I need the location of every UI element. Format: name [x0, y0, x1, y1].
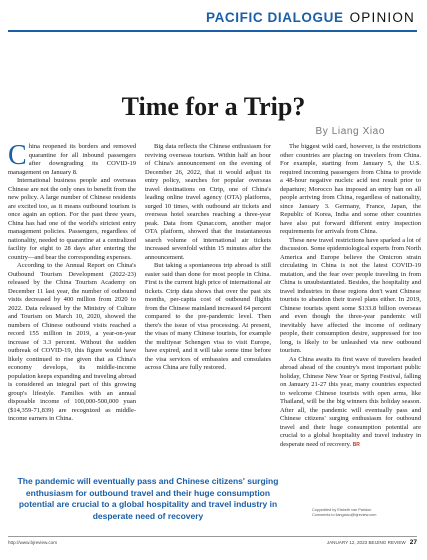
paragraph: According to the Annual Report on China's Outbound Tourism Development (2022-23) released by the China Tourism Academy on December 11 last year, the number of outbound visits decreased by 400 million from 2020 to 2022. Data released by the Ministry of Culture and Tourism on March 10, 2020, showed the numbers of Chinese outbound visits reached a record 155 million in 2019, a year-on-year increase of 3.3 percent. Without the sudden outbreak of COVID-19, this figure would have likely continued to rise given that as China's economy develops, its middle-income population keeps expanding and traveling abroad is considered an integral part of this growing group's lifestyle. Families with an annual disposable income of 100,000-500,000 yuan ($14,359-71,839) are recognized as middle-income earners in China. [8, 262, 136, 422]
footer-url[interactable]: http://www.bjreview.com [8, 540, 58, 545]
article-body [8, 140, 423, 473]
footer-issue [327, 539, 417, 546]
header-label [206, 10, 415, 25]
page-header [0, 10, 427, 32]
column-2 [145, 143, 271, 373]
paragraph: But taking a spontaneous trip abroad is still easier said than done for most people in China. First is the current high price of international air tickets. Ctrip data shows that over the past six months, per-capita cost of outbound flights from the Chinese mainland increased 64 percent compared to the pre-pandemic level. Then there's the issue of visa processing. At present, the visas of many Chinese tourists, for example the multiyear Schengen visa to visit Europe, have expired, and it will take some time before the visa services of embassies and consulates across China are fully restored. [145, 262, 271, 371]
header-rule [8, 30, 417, 32]
article-title: Time for a Trip? [121, 92, 306, 121]
category-name: OPINION [349, 10, 415, 25]
copyedit-line: Copyedited by Elsbeth van Paridon [312, 508, 372, 512]
pull-quote: The pandemic will eventually pass and Chinese citizens' surging enthusiasm for outbound travel and their huge consumption potential are crucial to a global hospitality and travel industry in desperate need of recovery [17, 476, 279, 521]
paragraph [280, 356, 421, 450]
section-name: PACIFIC DIALOGUE [205, 10, 344, 25]
paragraph-text: As China awaits its first wave of travelers headed abroad ahead of the country's most important public holiday, Chinese New Year or Spring Festival, falling on January 21-27 this year, many countries expected to welcome Chinese tourists with open arms, like Thailand, will be the big winners this holiday season. After all, the pandemic will eventually pass and Chinese citizens' surging enthusiasm for outbound travel and their huge consumption potential are crucial to a global hospitality and travel industry in desperate need of recovery. [280, 355, 421, 448]
byline: By Liang Xiao [315, 126, 385, 137]
paragraph: The biggest wild card, however, is the restrictions other countries are placing on travelers from China. For example, starting from January 5, the U.S. required incoming passengers from China to provide a 48-hour negative nucleic acid test result prior to departure; Morocco has imposed an entry ban on all people arriving from China, regardless of nationality, since January 3. Germany, France, Japan, the Republic of Korea, India and some other countries have also put forward different entry inspection requirements for arrivals from China. [280, 143, 421, 235]
end-mark: BR [352, 441, 360, 448]
drop-cap: C [8, 140, 27, 171]
paragraph [8, 140, 136, 177]
copyright-note [312, 508, 376, 518]
comments-line: Comments to liangxiao@bjreview.com [312, 513, 377, 517]
paragraph: International business people and overseas Chinese are not the only ones to benefit from the new policy. A large number of Chinese residents are excited too, as it means outbound tourism is once again an option. For the past three years, China has had one of the world's strictest entry management policies. Passengers, regardless of nationality, needed to quarantine at a centralized facility for eight to 28 days after entering the country—and bear the corresponding expenses. [8, 177, 136, 261]
column-1 [8, 140, 136, 424]
paragraph: These new travel restrictions have sparked a lot of discussion. Some epidemiological experts from North America and Europe believe the Omicron strain circulating in China is not the latest COVID-19 mutation, and the fear over people traveling in from China is unsubstantiated. Besides, the hospitality and travel industries in these regions don't want Chinese tourists to abandon their travel plans either. In 2019, Chinese tourists spent some $133.8 billion overseas and even though the three-year pandemic will inevitably have affected the income of ordinary people, their consumption desire, suppressed for too long, is likely to be unleashed via new outbound tourism. [280, 236, 421, 354]
footer-rule [8, 536, 417, 537]
paragraph-text: hina reopened its borders and removed quarantine for all inbound passengers after downgrading its COVID-19 management on January 8. [8, 143, 136, 176]
column-3 [280, 143, 421, 449]
issue-date: JANUARY 12, 2023 BEIJING REVIEW [326, 540, 406, 545]
paragraph: Big data reflects the Chinese enthusiasm for reviving overseas tourism. Within half an hour of China's announcement on the evening of December 26, 2022, that it would adjust its entry policy, searches for popular overseas travel destinations on Ctrip, one of China's leading online travel agency (OTA) platforms, surged 10 times, with outbound air tickets and overseas hotel searches reaching a three-year peak. Data from Qunar.com, another major OTA platform, showed that the instantaneous search volume of international air tickets increased sevenfold within 15 minutes after the announcement. [145, 143, 271, 261]
page-number: 27 [409, 539, 417, 546]
